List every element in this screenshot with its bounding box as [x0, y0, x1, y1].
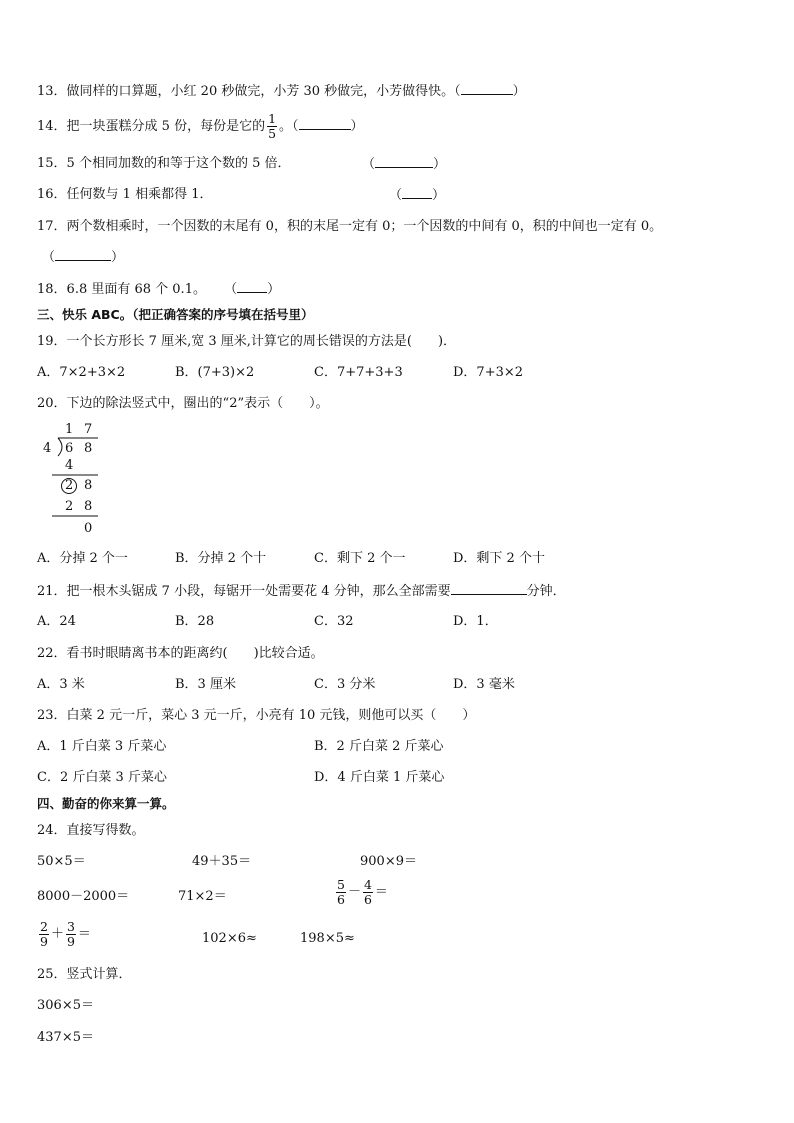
- question-25: 25．竖式计算．: [37, 967, 132, 982]
- question-15: [37, 155, 290, 173]
- question-15-text: 15．5 个相同加数的和等于这个数的 5 倍．: [37, 156, 291, 171]
- fraction: $\frac{3}{9}$: [66, 919, 75, 949]
- answer-blank[interactable]: [451, 582, 527, 595]
- option-b[interactable]: B．28: [175, 614, 215, 629]
- quotient-tens: 1: [65, 422, 74, 437]
- question-14: 14．把一块蛋糕分成 5 份，每份是它的 $\frac{1}{5}$ 。（ ）: [37, 111, 364, 141]
- quotient-ones: 7: [84, 422, 93, 437]
- calc-item: 437×5＝: [37, 1030, 94, 1045]
- option-a[interactable]: A．1 斤白菜 3 斤菜心: [37, 739, 167, 754]
- option-d[interactable]: D．1．: [453, 614, 498, 629]
- option-a[interactable]: A．24: [37, 614, 76, 629]
- option-d[interactable]: D．3 毫米: [453, 677, 515, 692]
- question-20: 20．下边的除法竖式中，圈出的“2”表示（ ）。: [37, 396, 329, 411]
- option-c[interactable]: C．3 分米: [314, 677, 376, 692]
- option-a[interactable]: A．3 米: [37, 677, 85, 692]
- question-17-answer: （ ）: [42, 250, 125, 265]
- fraction-expression-1: $\frac{5}{6}$ － $\frac{4}{6}$ ＝: [337, 877, 388, 907]
- calc-item: 900×9＝: [360, 854, 417, 869]
- option-b[interactable]: B．2 斤白菜 2 斤菜心: [314, 739, 444, 754]
- question-16: [37, 186, 212, 204]
- section-3-heading: 三、快乐 ABC。（把正确答案的序号填在括号里）: [37, 307, 314, 322]
- option-b[interactable]: B．3 厘米: [175, 677, 236, 692]
- calc-item: 49＋35＝: [192, 854, 252, 869]
- question-18: 18．6.8 里面有 68 个 0.1。 （ ）: [37, 282, 281, 297]
- option-d[interactable]: D．7+3×2: [453, 365, 524, 380]
- option-d[interactable]: D．4 斤白菜 1 斤菜心: [314, 770, 445, 785]
- section-4-heading: 四、勤奋的你来算一算。: [37, 796, 175, 811]
- question-19: 19．一个长方形长 7 厘米,宽 3 厘米,计算它的周长错误的方法是( )．: [37, 334, 457, 349]
- question-13: 13．做同样的口算题，小红 20 秒做完，小芳 30 秒做完，小芳做得快。（ ）: [37, 84, 526, 99]
- calc-item: 198×5≈: [300, 931, 355, 946]
- option-b[interactable]: B．(7+3)×2: [175, 365, 255, 380]
- fraction: $\frac{5}{6}$: [337, 877, 345, 907]
- long-division: [38, 420, 108, 542]
- answer-blank[interactable]: [299, 117, 351, 130]
- answer-blank[interactable]: [402, 186, 432, 199]
- question-23: 23．白菜 2 元一斤，菜心 3 元一斤，小亮有 10 元钱，则他可以买（ ）: [37, 708, 476, 723]
- calc-item: 306×5＝: [37, 998, 94, 1013]
- option-a[interactable]: A．7×2+3×2: [37, 365, 126, 380]
- dividend-tens: 6: [65, 441, 74, 456]
- remainder: 0: [84, 521, 93, 536]
- fraction: $\frac{2}{9}$: [40, 919, 48, 949]
- fraction-one-fifth: $\frac{1}{5}$: [268, 111, 277, 141]
- question-17-text: 17．两个数相乘时，一个因数的末尾有 0，积的末尾一定有 0；一个因数的中间有 0，积的中间也一定有 0。: [37, 219, 663, 234]
- question-15-answer: （ ）: [362, 157, 447, 172]
- circled-2: 2: [65, 478, 74, 493]
- option-c[interactable]: C．2 斤白菜 3 斤菜心: [37, 770, 167, 785]
- fraction: $\frac{4}{6}$: [363, 877, 372, 907]
- divisor: 4: [43, 441, 52, 456]
- calc-item: 71×2＝: [178, 889, 227, 904]
- question-21: 21．把一根木头锯成 7 小段，每锯开一处需要花 4 分钟，那么全部需要 分钟．: [37, 584, 566, 599]
- fraction-expression-2: $\frac{2}{9}$ ＋ $\frac{3}{9}$ ＝: [40, 919, 91, 949]
- option-b[interactable]: B．分掉 2 个十: [175, 551, 267, 566]
- step1-product: 4: [65, 458, 74, 473]
- question-21-text: 21．把一根木头锯成 7 小段，每锯开一处需要花 4 分钟，那么全部需要: [37, 584, 451, 599]
- option-a[interactable]: A．分掉 2 个一: [37, 551, 128, 566]
- question-13-text: 13．做同样的口算题，小红 20 秒做完，小芳 30 秒做完，小芳做得快。（: [37, 84, 461, 99]
- step3-tens: 2: [65, 499, 74, 514]
- question-14-text: 14．把一块蛋糕分成 5 份，每份是它的: [37, 119, 266, 134]
- option-c[interactable]: C．32: [314, 614, 354, 629]
- answer-blank[interactable]: [375, 155, 433, 168]
- question-17: [37, 218, 662, 236]
- step2-ones: 8: [84, 478, 93, 493]
- dividend-ones: 8: [84, 441, 93, 456]
- step3-ones: 8: [84, 499, 93, 514]
- calc-item: 50×5＝: [37, 854, 86, 869]
- question-24: 24．直接写得数。: [37, 823, 145, 838]
- option-c[interactable]: C．剩下 2 个一: [314, 551, 406, 566]
- option-d[interactable]: D．剩下 2 个十: [453, 551, 545, 566]
- answer-blank[interactable]: [237, 280, 267, 293]
- question-16-answer: （ ）: [389, 188, 446, 203]
- calc-item: 8000－2000＝: [37, 889, 130, 904]
- question-22: 22．看书时眼睛离书本的距离约( )比较合适。: [37, 646, 324, 661]
- calc-item: 102×6≈: [202, 931, 257, 946]
- question-18-text: 18．6.8 里面有 68 个 0.1。: [37, 282, 206, 297]
- answer-blank[interactable]: [55, 248, 111, 261]
- question-16-text: 16．任何数与 1 相乘都得 1．: [37, 187, 213, 202]
- option-c[interactable]: C．7+7+3+3: [314, 365, 403, 380]
- answer-blank[interactable]: [461, 82, 513, 95]
